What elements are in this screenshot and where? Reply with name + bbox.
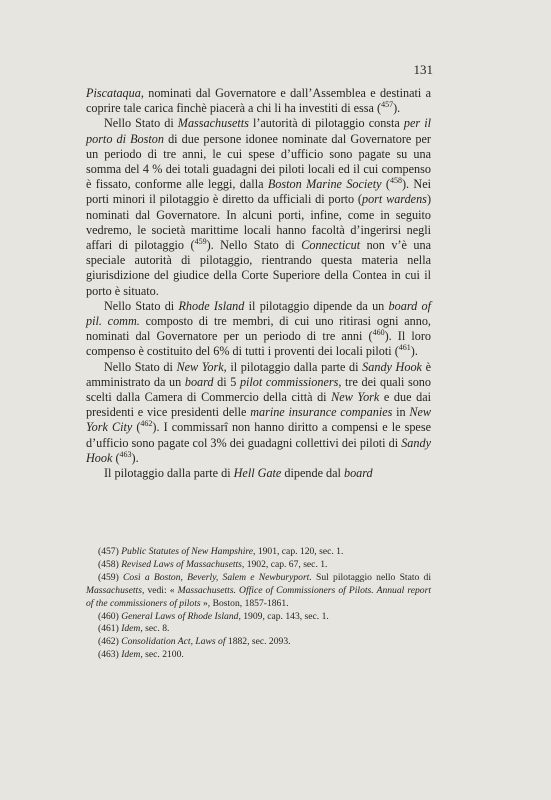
footnote-461: [86, 623, 431, 636]
paragraph-4: [86, 360, 431, 466]
text-run: è amministrato da un: [86, 359, 431, 389]
paragraph-2: [86, 116, 431, 298]
italic-run: New York: [176, 359, 224, 374]
text-run: il pilotaggio dipende da un: [244, 298, 389, 313]
text-run: (461): [98, 623, 122, 635]
text-run: , sec. 8.: [140, 623, 170, 635]
footnote-ref: 459: [194, 236, 207, 246]
text-run: (460): [98, 610, 122, 622]
page-number: 131: [413, 62, 433, 77]
text-run: in: [392, 405, 410, 420]
text-run: ). Nello Stato di: [206, 238, 302, 253]
italic-run: Public Statutes of New Hampshire: [121, 546, 254, 557]
text-run: l’autorità di pilotaggio consta: [248, 116, 404, 131]
text-run: , 1909, cap. 143, sec. 1.: [238, 610, 329, 622]
text-run: (459): [98, 571, 124, 583]
text-run: 1882, sec. 2093.: [225, 636, 291, 648]
footnote-462: [86, 636, 431, 649]
footnote-460: [86, 611, 431, 624]
text-run: Il pilotaggio dalla parte di: [104, 466, 234, 481]
italic-run: board: [184, 374, 214, 389]
text-run: ). Il loro compenso è costituito del 6% di tutti i proventi dei locali piloti (: [86, 329, 432, 359]
text-run: e due dai presidenti e vice presidenti delle: [86, 390, 432, 420]
text-run: , nominati dal Governatore e dall’Assemblea e destinati a coprire tale carica finchè piacerà a chi li ha investiti di essa (: [86, 86, 431, 116]
italic-run: Sandy Hook: [362, 359, 422, 374]
paragraph-3: [86, 299, 431, 360]
italic-run: Massachusetts: [177, 116, 249, 131]
body-text: [86, 86, 431, 481]
text-run: non v’è una speciale autorità di pilotaggio, rientrando questa materia nella giurisdizione del giudice della Corte Superiore della Contea in cui il porto è situato.: [86, 238, 431, 298]
italic-run: New York City: [86, 405, 431, 435]
text-run: di due persone idonee nominate dal Governatore per un periodo di tre anni, le cui spese d’ufficio sono pagate su una somma del 4 % dei totali guadagni dei piloti locali ed il cui compenso è fissato, conforme alle leggi, dalla: [86, 131, 431, 192]
italic-run: Connecticut: [301, 238, 361, 253]
text-run: Nello Stato di: [104, 298, 179, 313]
italic-run: port wardens: [361, 192, 427, 207]
italic-run: New York: [331, 390, 380, 405]
italic-run: per il porto di Boston: [86, 116, 431, 146]
italic-run: pilot commissioners: [239, 374, 339, 389]
text-run: di 5: [213, 374, 240, 389]
text-run: (457): [98, 546, 122, 557]
italic-run: Idem: [121, 623, 141, 635]
text-run: (463): [98, 649, 122, 661]
paragraph-1: [86, 86, 431, 116]
italic-run: Idem: [121, 649, 141, 661]
text-run: , 1901, cap. 120, sec. 1.: [253, 546, 344, 557]
italic-run: Revised Laws of Massachusetts: [121, 558, 242, 570]
footnotes: [86, 546, 431, 662]
footnote-ref: 461: [398, 343, 411, 353]
text-run: dipende dal: [281, 466, 344, 481]
text-run: (: [381, 177, 390, 192]
text-run: (: [112, 450, 120, 465]
text-run: (458): [98, 558, 122, 570]
text-run: , 1902, cap. 67, sec. 1.: [241, 558, 328, 570]
footnote-457: [86, 546, 431, 559]
text-run: (: [132, 420, 141, 435]
text-run: , il pilotaggio dalla parte di: [223, 359, 363, 374]
italic-run: Boston Marine Society: [267, 177, 382, 192]
text-run: ) nominati dal Governatore. In alcuni porti, infine, come in seguito vedremo, le società marittime locali hanno facoltà d’ingerirsi negli affari di pilotaggio (: [86, 192, 431, 253]
italic-run: Così a Boston, Beverly, Salem e Newburyport.: [123, 571, 312, 583]
footnote-463: [86, 649, 431, 662]
text-run: , sec. 2100.: [140, 649, 184, 661]
footnote-ref: 458: [389, 176, 402, 186]
italic-run: marine insurance companies: [250, 405, 393, 420]
text-run: , tre dei quali sono scelti dalla Camera di Commercio della città di: [86, 374, 431, 405]
footnote-ref: 462: [140, 419, 153, 429]
text-run: ).: [393, 101, 401, 116]
text-run: ). I commissarî non hanno diritto a compensi e le spese d’ufficio sono pagate col 3% dei guadagni collettivi dei piloti di: [86, 420, 431, 450]
text-run: ).: [131, 450, 139, 465]
text-run: (462): [98, 636, 122, 648]
text-run: Nello Stato di: [104, 359, 177, 374]
text-run: , vedi: «: [141, 584, 178, 596]
text-run: Sul pilotaggio nello Stato di: [311, 571, 431, 583]
footnote-458: [86, 559, 431, 572]
italic-run: board of pil. comm.: [86, 298, 431, 329]
footnote-ref: 457: [381, 100, 394, 110]
text-run: Nello Stato di: [104, 116, 178, 131]
italic-run: Sandy Hook: [86, 435, 431, 465]
italic-run: Massachusetts: [86, 584, 142, 596]
paragraph-5: [86, 466, 431, 481]
italic-run: Piscataqua: [86, 86, 141, 100]
footnote-459: [86, 572, 431, 611]
text-run: ).: [410, 344, 418, 359]
italic-run: Massachusetts. Office of Commissioners of Pilots. Annual report of the commissioners of pilots: [86, 584, 431, 609]
footnote-ref: 460: [372, 328, 385, 338]
italic-run: Hell Gate: [233, 466, 282, 481]
footnote-ref: 463: [119, 449, 132, 459]
italic-run: board: [343, 466, 373, 481]
text-run: ). Nei porti minori il pilotaggio è diretto da ufficiali di porto (: [86, 177, 432, 207]
text-run: composto di tre membri, di cui uno ritirasi ogni anno, nominati dal Governatore per un periodo di tre anni (: [86, 314, 431, 344]
italic-run: General Laws of Rhode Island: [121, 610, 239, 622]
italic-run: Consolidation Act, Laws of: [121, 636, 226, 648]
italic-run: Rhode Island: [178, 298, 245, 313]
text-run: », Boston, 1857-1861.: [200, 597, 289, 609]
